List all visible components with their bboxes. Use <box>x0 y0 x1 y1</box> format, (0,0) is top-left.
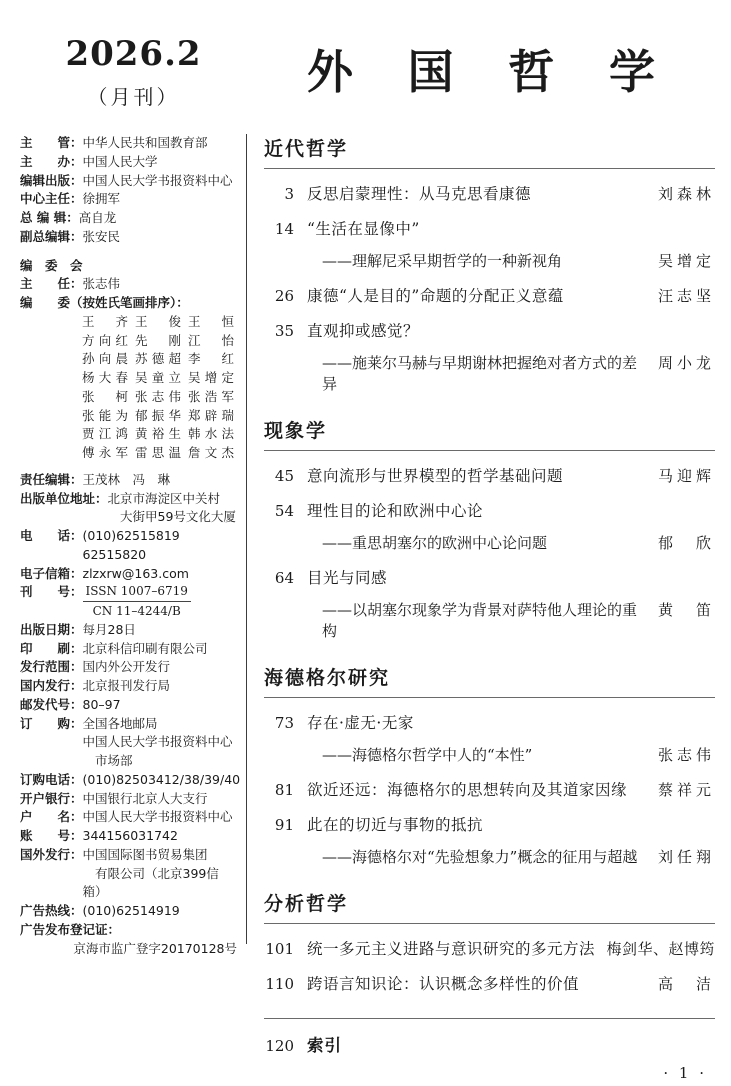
info-value <box>83 275 237 294</box>
section-divider <box>264 697 715 698</box>
article-page-number: 101 <box>265 940 294 958</box>
member-name: 孙向晨 <box>82 351 128 367</box>
info-value-line: 北京市海淀区中关村 <box>107 490 221 506</box>
info-value <box>83 134 237 153</box>
info-label: 总 编 辑： <box>20 210 79 225</box>
article-page-number: 14 <box>274 220 294 238</box>
info-value-line: 王茂林 冯 琳 <box>82 471 171 487</box>
article-title: 康德“人是目的”命题的分配正义意蕴 <box>307 287 564 305</box>
info-label: 编 委（按姓氏笔画排序）： <box>20 295 189 310</box>
editorial-board-members-label-row <box>20 294 237 313</box>
journal-title: 外 国 哲 学 <box>307 45 675 99</box>
article-author: 汪志坚 <box>657 287 715 305</box>
article-author: 高 洁 <box>657 975 715 993</box>
section-header: 现象学 <box>264 420 328 442</box>
issn-cn-fraction <box>83 583 191 620</box>
toc-item <box>264 319 715 341</box>
info-value-line: 有限公司（北京399信箱） <box>82 865 219 900</box>
info-value <box>83 696 237 715</box>
info-value-line: 张志伟 <box>82 276 121 292</box>
article-author: 刘森林 <box>657 185 715 203</box>
section-header: 海德格尔研究 <box>264 667 391 689</box>
info-row <box>20 275 237 294</box>
member-name-row <box>82 332 237 351</box>
info-value <box>83 902 237 921</box>
toc-section <box>264 663 715 867</box>
info-row <box>20 190 237 209</box>
toc-item <box>264 217 715 239</box>
index-title: 索引 <box>307 1036 342 1055</box>
toc-sections <box>264 134 715 1016</box>
page-body <box>20 134 715 1082</box>
article-title: 存在·虚无·无家 <box>307 714 414 732</box>
info-row <box>20 827 237 846</box>
member-name: 韩水法 <box>188 426 234 442</box>
article-page-number: 110 <box>265 975 294 993</box>
article-author: 黄 笛 <box>657 601 715 619</box>
info-row <box>20 771 241 790</box>
issn-number: ISSN 1007–6719 <box>83 583 191 602</box>
article-author: 吴增定 <box>657 252 715 270</box>
info-value-line: 徐拥军 <box>82 191 121 207</box>
publication-info-bottom <box>20 471 241 959</box>
article-title: 跨语言知识论：认识概念多样性的价值 <box>307 975 580 993</box>
info-value <box>82 771 241 790</box>
member-name: 张柯 <box>82 388 128 404</box>
table-of-contents <box>247 134 715 1082</box>
member-name-row <box>82 444 237 463</box>
info-label: 副总编辑： <box>20 228 83 244</box>
info-value-line: 北京科信印刷有限公司 <box>82 640 208 656</box>
cn-number: CN 11–4244/B <box>92 604 181 619</box>
info-label: 主 管： <box>20 135 83 150</box>
article-title: 反思启蒙理性：从马克思看康德 <box>307 185 532 203</box>
article-subtitle: ——海德格尔哲学中人的“本性” <box>322 746 533 764</box>
info-value-line: 大街甲59号文化大厦 <box>107 509 236 525</box>
info-value <box>108 490 237 528</box>
info-value-line: 张安民 <box>82 228 121 244</box>
article-author: 蔡祥元 <box>657 781 715 799</box>
info-value-line: 中国人民大学书报资料中心 <box>82 172 233 188</box>
member-name: 黄裕生 <box>135 426 181 442</box>
folio-page-number: · 1 · <box>663 1064 707 1082</box>
info-value-line: (010)62514919 <box>82 903 180 919</box>
article-title: 此在的切近与事物的抵抗 <box>307 816 484 834</box>
toc-index-entry <box>264 1032 715 1056</box>
info-value-line: 中国人民大学 <box>82 153 158 169</box>
info-value-line: 中国人民大学书报资料中心 <box>82 809 233 825</box>
article-author: 张志伟 <box>657 746 715 764</box>
toc-item-subtitle <box>264 744 715 765</box>
article-author: 马迎辉 <box>657 467 715 485</box>
info-value <box>83 677 237 696</box>
toc-item <box>264 778 715 800</box>
info-value-line: 中国银行北京人大支行 <box>82 790 208 806</box>
info-value <box>20 940 237 959</box>
toc-item <box>264 813 715 835</box>
member-name: 雷思温 <box>135 445 181 460</box>
issue-number: 2026.2 <box>65 34 202 74</box>
toc-item <box>264 464 715 486</box>
member-name-row <box>82 425 237 444</box>
article-subtitle: ——理解尼采早期哲学的一种新视角 <box>322 252 563 270</box>
article-subtitle: ——施莱尔马赫与早期谢林把握绝对者方式的差异 <box>322 354 638 393</box>
info-row <box>20 583 237 621</box>
toc-item <box>264 972 715 994</box>
info-row <box>20 228 237 247</box>
article-page-number: 3 <box>284 185 294 203</box>
member-name-row <box>82 407 237 426</box>
index-page-number: 120 <box>265 1037 294 1055</box>
info-label: 责任编辑： <box>20 471 83 487</box>
info-row <box>20 921 237 959</box>
info-label: 主 办： <box>20 153 83 169</box>
member-name-row <box>82 350 237 369</box>
info-row <box>20 846 237 902</box>
info-label: 刊 号： <box>20 584 83 600</box>
info-row <box>20 565 237 584</box>
publication-info-top <box>20 134 237 247</box>
info-value-line: 中华人民共和国教育部 <box>82 135 208 150</box>
info-value <box>83 565 237 584</box>
member-name-row <box>82 388 237 407</box>
info-value <box>83 190 237 209</box>
info-value-line: 中国国际图书贸易集团 <box>82 846 208 862</box>
member-name: 吴童立 <box>135 370 181 385</box>
info-value-line: 每月28日 <box>82 621 136 637</box>
section-divider <box>264 450 715 451</box>
info-value <box>83 153 237 172</box>
info-row <box>20 134 237 153</box>
member-name: 方向红 <box>82 332 128 348</box>
masthead-header <box>20 28 715 126</box>
info-value <box>83 808 237 827</box>
article-author: 刘任翔 <box>657 848 715 866</box>
info-row <box>20 471 237 490</box>
toc-item-subtitle <box>264 599 715 641</box>
member-name: 张浩军 <box>188 388 234 404</box>
info-row <box>20 658 237 677</box>
info-value <box>83 640 237 659</box>
article-title: 直观抑或感觉？ <box>307 322 420 340</box>
info-value <box>83 715 237 771</box>
member-name: 李红 <box>188 351 234 367</box>
member-name: 王齐 <box>82 313 128 329</box>
info-value <box>83 228 237 247</box>
member-name: 詹文杰 <box>188 445 234 460</box>
article-title: 欲近还远：海德格尔的思想转向及其道家因缘 <box>307 781 628 799</box>
index-block <box>264 1016 715 1056</box>
member-name: 杨大春 <box>82 370 128 385</box>
member-name: 张志伟 <box>135 388 181 404</box>
article-title: 意向流形与世界模型的哲学基础问题 <box>307 467 564 485</box>
info-value-line: (010)62515819 62515820 <box>82 528 188 562</box>
toc-item <box>264 937 715 959</box>
section-header: 分析哲学 <box>264 893 349 915</box>
info-row <box>20 677 237 696</box>
info-row <box>20 715 237 771</box>
member-name: 王恒 <box>188 313 234 329</box>
info-value <box>83 471 237 490</box>
spacer <box>20 247 237 255</box>
article-subtitle: ——海德格尔对“先验想象力”概念的征用与超越 <box>322 848 638 866</box>
info-row <box>20 209 237 228</box>
info-row <box>20 640 237 659</box>
member-name: 江怡 <box>188 332 234 348</box>
member-name: 吴增定 <box>188 370 234 385</box>
section-header: 近代哲学 <box>264 138 349 160</box>
article-page-number: 73 <box>274 714 294 732</box>
info-row <box>20 790 237 809</box>
section-divider <box>264 168 715 169</box>
info-value <box>83 172 237 191</box>
info-label: 邮发代号： <box>20 696 83 712</box>
info-value-line: 高自龙 <box>78 210 117 225</box>
info-value-line: 全国各地邮局 <box>82 715 158 731</box>
member-name: 先刚 <box>135 332 181 348</box>
toc-item-subtitle <box>264 846 715 867</box>
info-label: 中心主任： <box>20 191 83 207</box>
member-name: 郁振华 <box>135 407 181 423</box>
info-value-line: 京海市监广登字20170128号 <box>73 940 237 956</box>
info-label: 广告发布登记证： <box>20 921 121 937</box>
info-label: 订 购： <box>20 715 83 731</box>
toc-item <box>264 499 715 521</box>
toc-section <box>264 134 715 394</box>
info-row <box>20 153 237 172</box>
toc-item <box>264 182 715 204</box>
info-value <box>79 209 237 228</box>
info-value-line: (010)82503412/38/39/40 <box>82 771 241 787</box>
article-author: 梅剑华、赵博筠 <box>606 940 715 958</box>
member-name: 傅永军 <box>82 445 128 460</box>
article-page-number: 54 <box>274 502 294 520</box>
article-page-number: 64 <box>274 569 294 587</box>
info-label: 广告热线： <box>20 903 83 919</box>
info-label: 户 名： <box>20 809 83 825</box>
article-title: “生活在显像中” <box>307 220 420 238</box>
member-name: 张能为 <box>82 407 128 423</box>
article-subtitle: ——以胡塞尔现象学为背景对萨特他人理论的重构 <box>322 601 638 640</box>
info-label: 订购电话： <box>20 771 83 787</box>
info-label: 电 话： <box>20 528 83 543</box>
info-value-line: zlzxrw@163.com <box>82 565 189 581</box>
info-row <box>20 527 237 565</box>
article-page-number: 26 <box>274 287 294 305</box>
info-value <box>83 846 237 902</box>
member-name-row <box>82 369 237 388</box>
info-value-line: 80–97 <box>82 696 121 712</box>
info-label: 出版日期： <box>20 621 83 637</box>
info-label: 印 刷： <box>20 640 83 656</box>
index-divider <box>264 1018 715 1019</box>
toc-item <box>264 566 715 588</box>
info-value <box>83 658 237 677</box>
toc-item-subtitle <box>264 250 715 271</box>
info-row <box>20 490 237 528</box>
info-label: 主 任： <box>20 276 83 292</box>
toc-item-subtitle <box>264 532 715 553</box>
editorial-board-heading: 编 委 会 <box>20 257 83 273</box>
info-label: 编辑出版： <box>20 172 83 188</box>
info-row <box>20 172 237 191</box>
toc-item <box>264 711 715 733</box>
member-name-row <box>82 313 237 332</box>
info-row <box>20 621 237 640</box>
member-name: 贾江鸿 <box>82 426 128 442</box>
info-row <box>20 696 237 715</box>
info-value-line: 北京报刊发行局 <box>82 678 171 694</box>
info-label: 电子信箱： <box>20 565 83 581</box>
section-divider <box>264 923 715 924</box>
article-page-number: 35 <box>274 322 294 340</box>
article-subtitle: ——重思胡塞尔的欧洲中心论问题 <box>322 534 548 552</box>
info-value-line: 国内外公开发行 <box>82 659 171 675</box>
toc-item-subtitle <box>264 352 715 394</box>
editorial-board-members <box>82 313 237 463</box>
toc-section <box>264 416 715 641</box>
article-page-number: 45 <box>274 467 294 485</box>
toc-section <box>264 889 715 994</box>
issue-block <box>20 28 247 126</box>
editorial-board-director <box>20 275 237 294</box>
article-title: 统一多元主义进路与意识研究的多元方法 <box>307 940 596 958</box>
member-name: 王俊 <box>135 313 181 329</box>
info-value <box>83 827 237 846</box>
info-row <box>20 808 237 827</box>
info-row <box>20 902 237 921</box>
article-page-number: 91 <box>274 816 294 834</box>
issue-frequency: （月刊） <box>87 85 180 109</box>
info-label: 开户银行： <box>20 790 83 806</box>
info-value <box>83 527 237 565</box>
article-title: 理性目的论和欧洲中心论 <box>307 502 484 520</box>
member-name: 郑辟瑞 <box>188 407 234 423</box>
toc-item <box>264 284 715 306</box>
info-value-line: 344156031742 <box>82 828 178 844</box>
publication-info-panel <box>20 134 247 956</box>
spacer <box>20 463 237 471</box>
info-value-line: 市场部 <box>82 753 133 769</box>
info-value-line: 中国人民大学书报资料中心 <box>82 734 233 750</box>
info-value <box>83 790 237 809</box>
info-label: 账 号： <box>20 828 83 844</box>
info-label: 国内发行： <box>20 678 83 694</box>
info-label: 出版单位地址： <box>20 490 108 506</box>
info-label: 发行范围： <box>20 659 83 675</box>
article-title: 目光与同感 <box>307 569 388 587</box>
article-author: 郁 欣 <box>657 534 715 552</box>
member-name: 苏德超 <box>135 351 181 367</box>
info-value <box>83 621 237 640</box>
info-label: 国外发行： <box>20 846 83 862</box>
info-value <box>83 583 237 621</box>
article-author: 周小龙 <box>657 354 715 372</box>
article-page-number: 81 <box>274 781 294 799</box>
